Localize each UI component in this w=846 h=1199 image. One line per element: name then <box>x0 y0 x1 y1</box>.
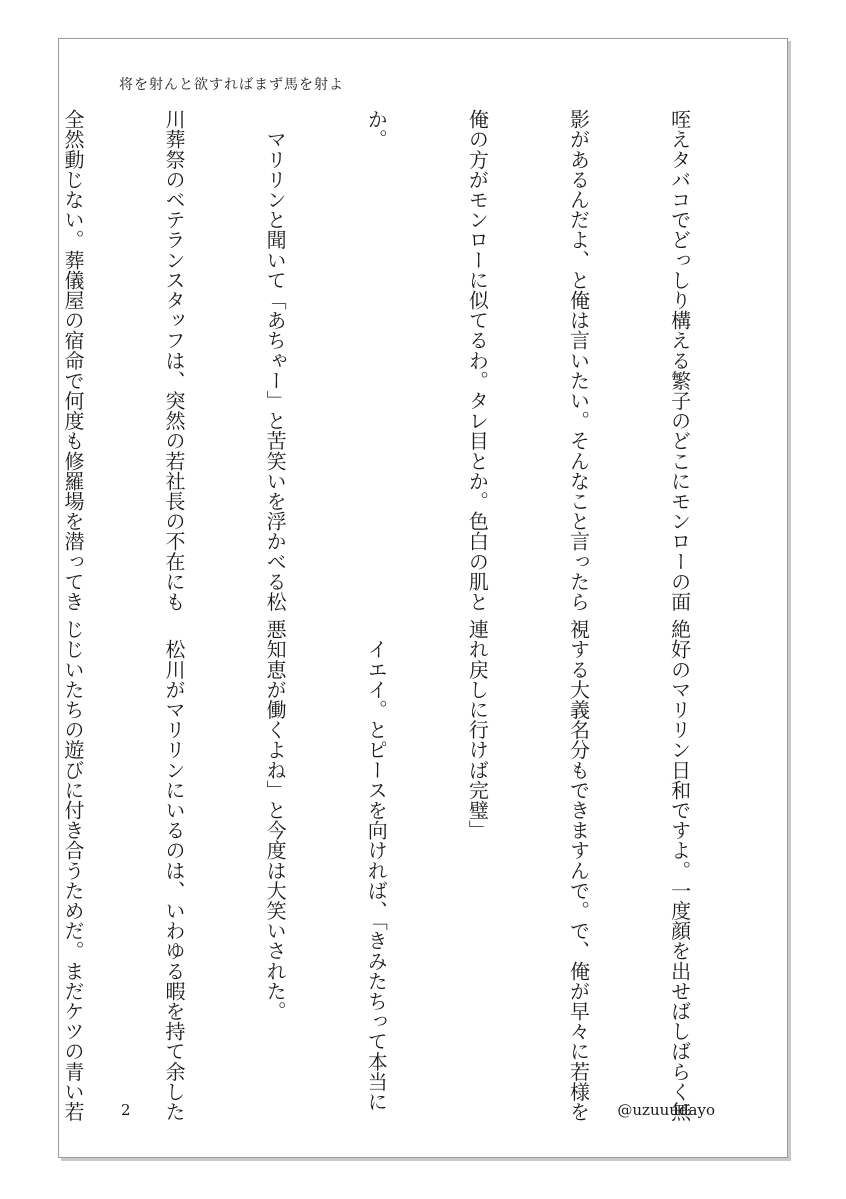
text-column: マリリンと聞いて「あちゃー」と苦笑いを浮かべる松 <box>263 109 288 612</box>
text-column: 影があるんだよ、と俺は言いたい。そんなこと言ったら <box>566 109 591 612</box>
text-column: 絶好のマリリン日和ですよ。一度顔を出せばしばらく無 <box>667 619 692 1122</box>
text-column: 咥えタバコでどっしり構える繁子のどこにモンローの面 <box>667 109 692 612</box>
text-column: 悪知恵が働くよね」と今度は大笑いされた。 <box>263 619 288 1021</box>
text-column: 川葬祭のベテランスタッフは、突然の若社長の不在にも <box>162 109 187 612</box>
text-column: 連れ戻しに行けば完璧」 <box>465 619 490 841</box>
text-column: じじいたちの遊びに付き合うためだ。まだケツの青い若 <box>60 619 85 1122</box>
text-column: 視する大義名分もできますんで。で、俺が早々に若様を <box>566 619 591 1122</box>
text-column: 俺の方がモンローに似てるわ。タレ目とか。色白の肌と <box>465 109 490 612</box>
author-handle: @uzuuudayo <box>617 1101 715 1119</box>
text-column: か。 <box>364 109 389 150</box>
book-page <box>58 38 788 1158</box>
page-number: 2 <box>121 1101 131 1119</box>
text-column: 松川がマリリンにいるのは、いわゆる暇を持て余した <box>162 619 187 1122</box>
page-header-title: 将を射んと欲すればまず馬を射よ <box>119 77 344 93</box>
text-column: イエイ。とピースを向ければ、「きみたちって本当に <box>364 619 389 1112</box>
text-column: 全然動じない。葬儀屋の宿命で何度も修羅場を潜ってき <box>60 109 85 612</box>
top-text-block <box>60 109 763 612</box>
